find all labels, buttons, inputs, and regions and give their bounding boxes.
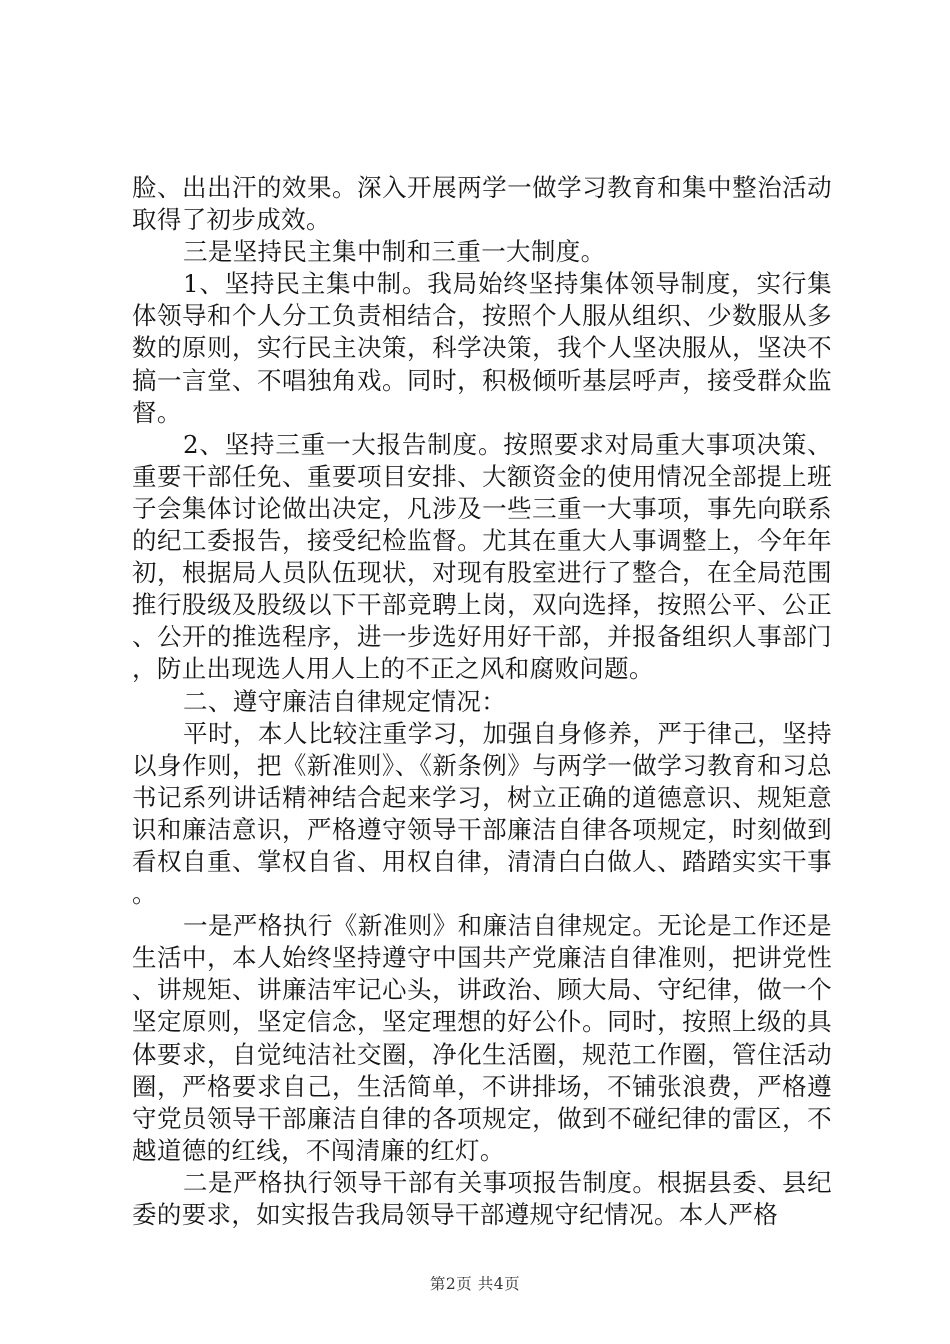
paragraph-three-important-one-large: 2、坚持三重一大报告制度。按照要求对局重大事项决策、重要干部任免、重要项目安排、大额资金的使用情况全部提上班子会集体讨论做出决定，凡涉及一些三重一大事项，事先向联系的纪工委报告，接受纪检监督。尤其在重大人事调整上，今年年初，根据局人员队伍现状，对现有股室进行了整合，在全局范围推行股级及股级以下干部竞聘上岗，双向选择，按照公平、公正、公开的推选程序，进一步选好用好干部，并报备组织人事部门，防止出现选人用人上的不正之风和腐败问题。 xyxy=(132,429,832,684)
paragraph-self-cultivation: 平时，本人比较注重学习，加强自身修养，严于律己，坚持以身作则，把《新准则》、《新条例》与两学一做学习教育和习总书记系列讲话精神结合起来学习，树立正确的道德意识、规矩意识和廉洁意识，严格遵守领导干部廉洁自律各项规定，时刻做到看权自重、掌权自省、用权自律，清清白白做人、踏踏实实干事。 xyxy=(132,718,832,909)
paragraph-reporting-system: 二是严格执行领导干部有关事项报告制度。根据县委、县纪委的要求，如实报告我局领导干部遵规守纪情况。本人严格 xyxy=(132,1167,832,1229)
document-body xyxy=(132,172,832,1231)
paragraph-democratic-centralism: 1、坚持民主集中制。我局始终坚持集体领导制度，实行集体领导和个人分工负责相结合，按照个人服从组织、少数服从多数的原则，实行民主决策，科学决策，我个人坚决服从，坚决不搞一言堂、不唱独角戏。同时，积极倾听基层呼声，接受群众监督。 xyxy=(132,269,832,427)
paragraph-heading-democratic-centralism: 三是坚持民主集中制和三重一大制度。 xyxy=(183,237,606,267)
paragraph-continuation: 脸、出出汗的效果。深入开展两学一做学习教育和集中整治活动取得了初步成效。 xyxy=(132,173,832,235)
paragraph-new-guidelines: 一是严格执行《新准则》和廉洁自律规定。无论是工作还是生活中，本人始终坚持遵守中国共产党廉洁自律准则，把讲党性、讲规矩、讲廉洁牢记心头，讲政治、顾大局、守纪律，做一个坚定原则，坚定信念，坚定理想的好公仆。同时，按照上级的具体要求，自觉纯洁社交圈，净化生活圈，规范工作圈，管住活动圈，严格要求自己，生活简单，不讲排场，不铺张浪费，严格遵守党员领导干部廉洁自律的各项规定，做到不碰纪律的雷区，不越道德的红线，不闯清廉的红灯。 xyxy=(132,911,832,1165)
page-number-footer: 第2页 共4页 xyxy=(429,1275,521,1293)
section-heading-integrity: 二、遵守廉洁自律规定情况： xyxy=(183,686,507,716)
